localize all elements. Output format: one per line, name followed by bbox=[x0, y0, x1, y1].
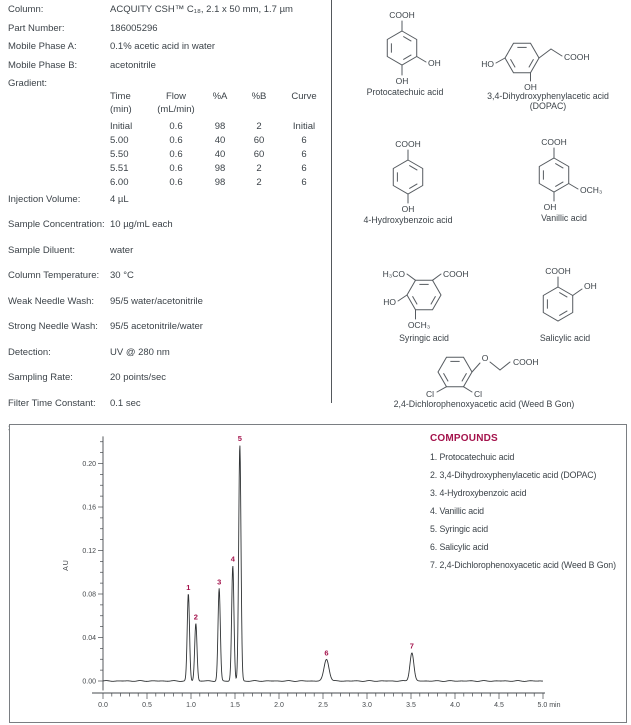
peak-label-5: 5 bbox=[237, 434, 242, 444]
param-label: Column: bbox=[8, 4, 44, 15]
benzene-ring bbox=[505, 43, 539, 72]
gradient-cell-pct-a: 98 bbox=[214, 120, 226, 132]
benzene-ring bbox=[539, 158, 568, 192]
tick-label: 2.5 bbox=[318, 702, 328, 709]
gradient-cell-time: 5.50 bbox=[110, 148, 129, 160]
double-bond bbox=[443, 373, 448, 381]
param-value: 186005296 bbox=[110, 22, 158, 34]
param-label: Sample Concentration: bbox=[8, 219, 105, 230]
structure-dopac bbox=[468, 12, 628, 111]
benzene-ring bbox=[387, 31, 416, 65]
param-value bbox=[110, 270, 330, 289]
legend-item: 3. 4-Hydroxybenzoic acid bbox=[430, 488, 527, 498]
gradient-header-line1 bbox=[110, 91, 330, 102]
param-value bbox=[110, 347, 330, 366]
param-value-line1: 0.1 sec bbox=[110, 397, 141, 409]
param-row bbox=[8, 321, 330, 340]
param-value-line1: 95/5 acetonitrile/water bbox=[110, 321, 203, 332]
param-label: Mobile Phase B: bbox=[8, 59, 78, 71]
gradient-cell-pct-a: 98 bbox=[214, 162, 226, 174]
param-value-line1: water bbox=[110, 244, 134, 256]
peak-label-4: 4 bbox=[230, 554, 235, 564]
param-row bbox=[8, 270, 330, 289]
gradient-header-cell: (mL/min) bbox=[157, 103, 195, 115]
peak-label-2: 2 bbox=[193, 612, 198, 622]
molecule-drawing-protocatechuic bbox=[340, 6, 470, 86]
gradient-cell-flow: 0.6 bbox=[169, 162, 183, 174]
param-row bbox=[8, 347, 330, 366]
param-label: Filter Time Constant: bbox=[8, 397, 96, 409]
param-row bbox=[8, 4, 330, 16]
vertical-divider bbox=[331, 0, 332, 403]
gradient-header-cell: (min) bbox=[110, 103, 132, 115]
param-label: Injection Volume: bbox=[8, 193, 81, 205]
param-value bbox=[110, 245, 330, 264]
param-value: 0.1% acetic acid in water bbox=[110, 41, 216, 52]
param-row bbox=[8, 296, 330, 315]
tick-label: 0.0 bbox=[98, 702, 108, 709]
tick-label: 3.5 bbox=[406, 702, 416, 709]
molecule-drawing-24d bbox=[358, 342, 610, 398]
tick-label: 1.0 bbox=[186, 702, 196, 709]
legend-item: 1. Protocatechuic acid bbox=[430, 452, 515, 462]
substituent-label: OH bbox=[543, 202, 557, 212]
double-bond bbox=[529, 59, 534, 67]
gradient-header-line2 bbox=[110, 104, 330, 115]
param-value-line1: 30 °C bbox=[110, 270, 134, 281]
param-label: Part Number: bbox=[8, 22, 65, 34]
gradient-cell-curve: Initial bbox=[292, 120, 316, 132]
param-value-line1: 10 µg/mL each bbox=[110, 219, 173, 230]
structure-caption: Salicylic acid bbox=[539, 333, 591, 343]
gradient-cell-pct-b: 2 bbox=[256, 176, 262, 188]
gradient-header-cell: Time bbox=[110, 90, 131, 102]
gradient-data-row bbox=[110, 149, 330, 161]
gradient-header-cell bbox=[278, 104, 330, 115]
substituent-label: COOH bbox=[395, 139, 421, 149]
legend-item: 5. Syringic acid bbox=[430, 524, 489, 534]
gradient-cell-flow: 0.6 bbox=[169, 148, 183, 160]
substituent-label: COOH bbox=[564, 52, 590, 62]
substituent-label: HO bbox=[383, 297, 396, 307]
gradient-header-cell bbox=[200, 104, 240, 115]
peak-label-6: 6 bbox=[324, 648, 329, 658]
param-value: ACQUITY CSH™ C₁₈, 2.1 x 50 mm, 1.7 µm bbox=[110, 4, 293, 15]
param-value: acetonitrile bbox=[110, 59, 156, 71]
benzene-ring bbox=[407, 280, 441, 309]
gradient-cell-curve: 6 bbox=[301, 148, 307, 160]
gradient-cell-pct-b: 60 bbox=[253, 148, 265, 160]
double-bond bbox=[462, 373, 467, 381]
param-label: Sampling Rate: bbox=[8, 372, 73, 383]
structure-caption: 3,4-Dihydroxyphenylacetic acid (DOPAC) bbox=[487, 91, 609, 111]
substituent-label: Cl bbox=[474, 389, 483, 398]
peak-label-3: 3 bbox=[217, 577, 222, 587]
tick-label: 0.20 bbox=[82, 461, 96, 468]
double-bond bbox=[403, 36, 411, 41]
double-bond bbox=[409, 165, 417, 170]
param-row bbox=[8, 23, 330, 35]
tick-label: 0.08 bbox=[82, 591, 96, 599]
double-bond bbox=[555, 182, 563, 187]
param-value bbox=[110, 398, 330, 417]
tick-label: 4.5 bbox=[494, 702, 504, 709]
param-value-line1: 4 µL bbox=[110, 193, 129, 205]
structure-24d bbox=[358, 342, 610, 409]
param-label: Mobile Phase A: bbox=[8, 41, 77, 52]
compounds-legend bbox=[430, 433, 622, 578]
param-value-line1: 20 points/sec bbox=[110, 372, 166, 383]
double-bond bbox=[409, 184, 417, 189]
structure-4-hydroxybenzoic-acid bbox=[345, 130, 471, 225]
gradient-rows bbox=[110, 121, 330, 189]
legend-item: 6. Salicylic acid bbox=[430, 542, 489, 552]
param-label: Detection: bbox=[8, 346, 51, 358]
substituent-label: Cl bbox=[425, 389, 434, 398]
param-row bbox=[8, 41, 330, 53]
structure-salicylic-acid bbox=[505, 258, 625, 343]
param-label: Weak Needle Wash: bbox=[8, 295, 95, 307]
param-row bbox=[8, 398, 330, 417]
structure-caption: Protocatechuic acid bbox=[366, 87, 444, 97]
param-row bbox=[8, 60, 330, 72]
legend-title: COMPOUNDS bbox=[430, 433, 498, 444]
param-value-line1: UV @ 280 nm bbox=[110, 346, 170, 358]
gradient-cell-time: 6.00 bbox=[110, 176, 129, 188]
gradient-data-row bbox=[110, 135, 330, 147]
tick-label: 1.5 bbox=[230, 702, 240, 709]
double-bond bbox=[412, 296, 417, 304]
param-row bbox=[8, 372, 330, 391]
legend-items bbox=[430, 452, 622, 570]
chromatogram-panel bbox=[9, 424, 627, 723]
tick-label: 4.0 bbox=[450, 702, 460, 709]
double-bond bbox=[403, 55, 411, 60]
param-label: Sample Diluent: bbox=[8, 244, 76, 256]
gradient-cell-pct-b: 2 bbox=[256, 120, 262, 132]
benzene-ring bbox=[438, 357, 472, 386]
structure-syringic-acid bbox=[348, 252, 500, 343]
substituent-label: HO bbox=[481, 59, 494, 69]
substituent-label: COOH bbox=[513, 357, 539, 367]
tick-label: 5.0 min bbox=[537, 702, 561, 709]
benzene-ring bbox=[393, 160, 422, 194]
gradient-cell-pct-a: 98 bbox=[214, 176, 226, 188]
gradient-table bbox=[110, 91, 330, 189]
substituent-label: OH bbox=[395, 76, 409, 86]
gradient-cell-pct-b: 60 bbox=[253, 134, 265, 146]
legend-item: 4. Vanillic acid bbox=[430, 506, 484, 516]
gradient-cell-flow: 0.6 bbox=[169, 120, 183, 132]
tick-label: 0.00 bbox=[82, 678, 96, 686]
substituent-label: OH bbox=[428, 58, 441, 68]
gradient-data-row bbox=[110, 163, 330, 175]
double-bond bbox=[510, 59, 515, 67]
structure-caption: 4-Hydroxybenzoic acid bbox=[363, 215, 453, 225]
gradient-row bbox=[8, 78, 330, 90]
param-value bbox=[110, 372, 330, 391]
tick-label: 2.0 bbox=[274, 702, 284, 709]
tick-label: 0.5 bbox=[142, 702, 152, 709]
structure-caption: 2,4-Dichlorophenoxyacetic acid (Weed B Gon) bbox=[393, 399, 575, 409]
molecule-drawing-dopac bbox=[468, 12, 628, 90]
substituent-label: COOH bbox=[541, 137, 567, 147]
molecule-drawing-4hba bbox=[345, 130, 471, 214]
param-value bbox=[110, 296, 330, 315]
structure-caption: Syringic acid bbox=[399, 333, 449, 343]
gradient-cell-time: 5.51 bbox=[110, 162, 129, 174]
substituent-label: OCH₃ bbox=[407, 320, 431, 330]
gradient-cell-pct-b: 2 bbox=[256, 162, 262, 174]
gradient-cell-curve: 6 bbox=[301, 162, 307, 174]
structure-protocatechuic-acid bbox=[340, 6, 470, 97]
param-label: Gradient: bbox=[8, 78, 48, 89]
method-parameters bbox=[8, 4, 330, 460]
gradient-header-cell: %A bbox=[212, 90, 228, 102]
benzene-ring bbox=[543, 287, 572, 321]
substituent-label: OH bbox=[401, 204, 415, 214]
param-label: Strong Needle Wash: bbox=[8, 321, 98, 332]
param-row bbox=[8, 219, 330, 238]
gradient-header-cell: %B bbox=[251, 90, 267, 102]
param-label: Column Temperature: bbox=[8, 270, 100, 281]
structure-vanillic-acid bbox=[500, 126, 628, 223]
param-row bbox=[8, 194, 330, 213]
gradient-header-cell: Curve bbox=[291, 90, 317, 102]
molecule-drawing-salicylic bbox=[505, 258, 625, 332]
legend-item: 2. 3,4-Dihydroxyphenylacetic acid (DOPAC) bbox=[430, 470, 597, 480]
tick-label: 0.04 bbox=[82, 635, 96, 642]
substituent-label: H₃CO bbox=[382, 269, 405, 279]
legend-item: 7. 2,4-Dichlorophenoxyacetic acid (Weed B Gon) bbox=[430, 560, 616, 570]
substituent-label: OH bbox=[584, 281, 597, 291]
tick-label: 0.12 bbox=[82, 548, 96, 555]
param-rows-bottom bbox=[8, 194, 330, 454]
double-bond bbox=[555, 163, 563, 168]
gradient-data-row bbox=[110, 121, 330, 133]
gradient-header-cell bbox=[240, 104, 278, 115]
molecule-drawing-vanillic bbox=[500, 126, 628, 212]
gradient-cell-flow: 0.6 bbox=[169, 176, 183, 188]
substituent-label: O bbox=[481, 353, 489, 363]
gradient-cell-pct-a: 40 bbox=[214, 148, 226, 160]
substituent-label: OH bbox=[524, 82, 537, 90]
param-value-line1: 95/5 water/acetonitrile bbox=[110, 295, 203, 307]
structure-caption: Vanillic acid bbox=[541, 213, 587, 223]
param-value bbox=[110, 194, 330, 213]
tick-label: 0.16 bbox=[82, 504, 96, 512]
substituent-label: OCH₃ bbox=[580, 185, 603, 195]
substituent-label: COOH bbox=[443, 269, 469, 279]
param-value bbox=[110, 219, 330, 238]
molecule-drawing-syringic bbox=[348, 252, 500, 332]
gradient-cell-flow: 0.6 bbox=[169, 134, 183, 146]
gradient-cell-pct-a: 40 bbox=[214, 134, 226, 146]
y-axis-label: AU bbox=[63, 559, 70, 571]
param-row bbox=[8, 245, 330, 264]
gradient-header-cell: Flow bbox=[165, 90, 187, 102]
substituent-label: COOH bbox=[389, 10, 415, 20]
param-value bbox=[110, 321, 330, 340]
double-bond bbox=[559, 292, 567, 297]
gradient-cell-curve: 6 bbox=[301, 134, 307, 146]
gradient-cell-time: Initial bbox=[110, 120, 133, 132]
gradient-cell-curve: 6 bbox=[301, 176, 307, 188]
peak-label-1: 1 bbox=[186, 583, 191, 592]
double-bond bbox=[431, 296, 436, 304]
substituent-label: COOH bbox=[545, 266, 571, 276]
peak-label-7: 7 bbox=[409, 641, 414, 651]
param-rows-top bbox=[8, 4, 330, 71]
tick-label: 3.0 bbox=[362, 702, 372, 709]
gradient-data-row bbox=[110, 177, 330, 189]
double-bond bbox=[559, 311, 567, 316]
gradient-cell-time: 5.00 bbox=[110, 134, 129, 146]
